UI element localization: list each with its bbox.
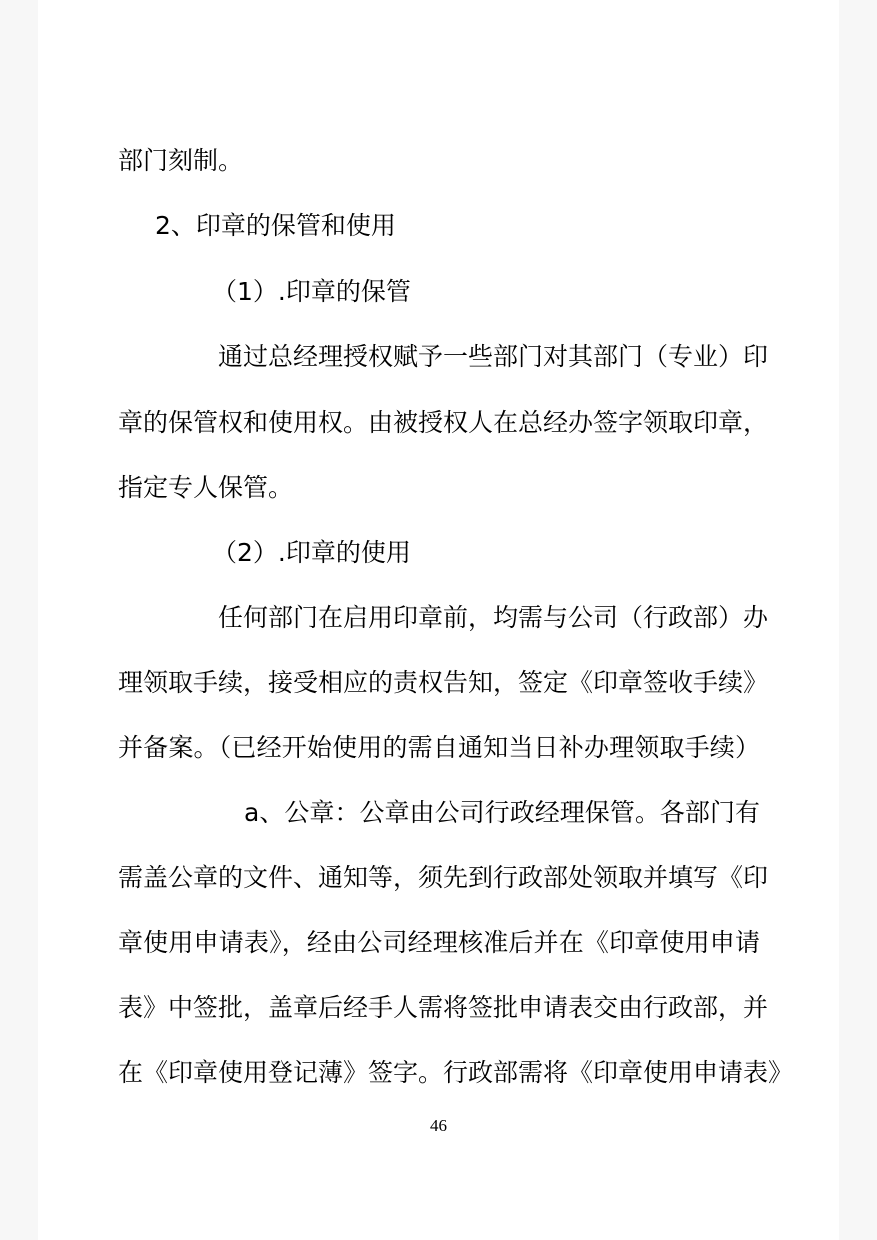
page-number: 46	[430, 1116, 447, 1135]
paragraph-2-line-2: 理领取手续，接受相应的责权告知，签定《印章签收手续》	[118, 668, 769, 697]
text-line-1: 部门刻制。	[118, 146, 244, 175]
paragraph-3-line-2: 需盖公章的文件、通知等，须先到行政部处领取并填写《印	[118, 863, 769, 892]
paragraph-2-line-1: 任何部门在启用印章前，均需与公司（行政部）办	[218, 603, 769, 632]
paragraph-2-line-3: 并备案。（已经开始使用的需自通知当日补办理领取手续）	[118, 733, 760, 762]
paragraph-3-line-4: 表》中签批，盖章后经手人需将签批申请表交由行政部，并	[118, 993, 769, 1022]
subheading-seal-custody: （1）.印章的保管	[212, 277, 411, 306]
paragraph-3-line-5: 在《印章使用登记薄》签字。行政部需将《印章使用申请表》	[118, 1058, 794, 1087]
page-left-margin	[0, 0, 38, 1240]
paragraph-3-line-1: a、公章：公章由公司行政经理保管。各部门有	[244, 798, 760, 827]
paragraph-1-line-1: 通过总经理授权赋予一些部门对其部门（专业）印	[218, 342, 769, 371]
page-right-margin	[839, 0, 877, 1240]
paragraph-1-line-2: 章的保管权和使用权。由被授权人在总经办签字领取印章，	[118, 408, 769, 437]
paragraph-3-line-3: 章使用申请表》，经由公司经理核准后并在《印章使用申请	[118, 928, 760, 957]
subheading-seal-use: （2）.印章的使用	[212, 538, 411, 567]
section-heading-seal-custody-and-use: 2、印章的保管和使用	[155, 211, 396, 240]
paragraph-1-line-3: 指定专人保管。	[118, 473, 294, 502]
